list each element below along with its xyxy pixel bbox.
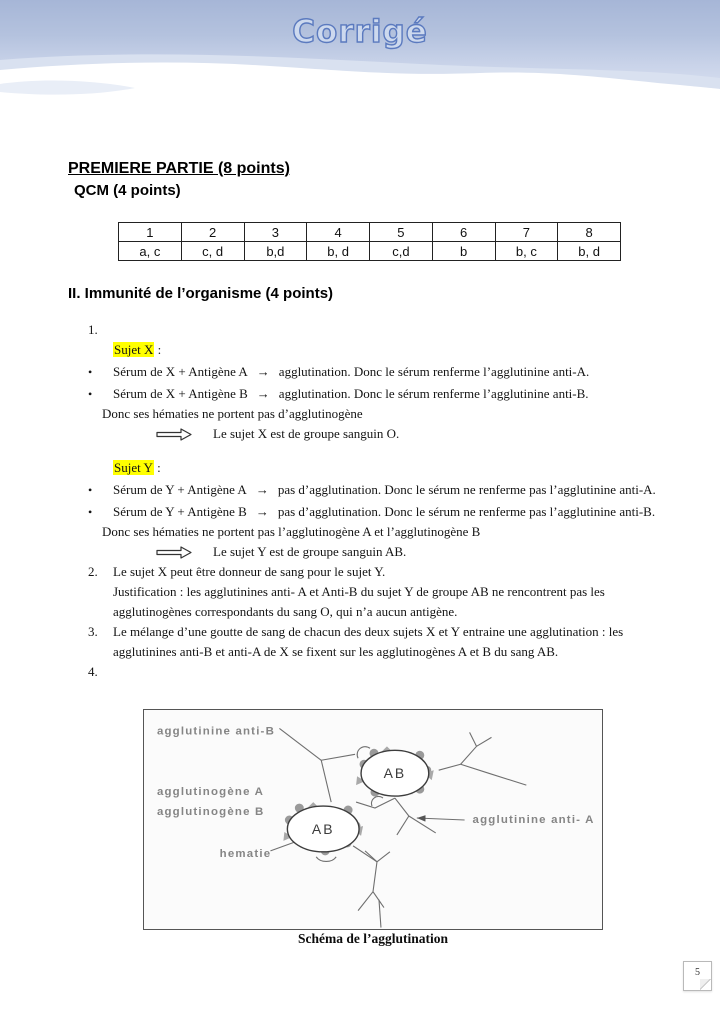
label-agglutinine-anti-a: agglutinine anti- A	[472, 813, 595, 826]
agglutination-diagram	[143, 709, 603, 930]
page-number-badge	[683, 961, 712, 991]
cell-label-ab-bottom: AB	[311, 820, 335, 837]
list-item-3	[88, 622, 680, 662]
bullet-text-pre: Sérum de X + Antigène A	[113, 364, 248, 379]
bullet-text-post: pas d’agglutination. Donc le sérum ne renferme pas l’agglutinine anti-B.	[277, 504, 656, 519]
bullet-text	[113, 362, 680, 382]
agglutination-diagram-figure	[144, 710, 602, 929]
sujet-y-conclusion	[155, 542, 680, 562]
qcm-answer-cell: b	[432, 242, 495, 261]
conclusion-text: Le sujet X est de groupe sanguin O.	[213, 426, 400, 441]
item-number: 4.	[88, 664, 98, 679]
qcm-answer-cell: b, d	[307, 242, 370, 261]
right-arrow-icon: →	[255, 504, 269, 519]
qcm-header-row	[119, 223, 621, 242]
double-arrow-icon	[155, 546, 193, 559]
sujet-x-conclusion	[155, 424, 680, 444]
bullet-text-post: pas d’agglutination. Donc le sérum ne renferme pas l’agglutinine anti-A.	[277, 482, 656, 497]
cell-label-ab-top: AB	[383, 765, 407, 782]
qcm-answer-cell: a, c	[119, 242, 182, 261]
diagram-caption: Schéma de l’agglutination	[297, 931, 448, 946]
bullet-text	[113, 502, 680, 522]
red-cell-top	[356, 746, 434, 796]
qcm-col-header: 4	[307, 223, 370, 242]
bullet-text	[113, 384, 680, 404]
red-cell-bottom	[283, 802, 363, 855]
item-2-justification: Justification : les agglutinines anti- A et Anti-B du sujet Y de groupe AB ne rencontrent pas les agglutinogènes correspondants du sang O, qui n’a aucun antigène.	[113, 584, 605, 619]
item-number: 3.	[88, 624, 98, 639]
qcm-col-header: 2	[181, 223, 244, 242]
qcm-answer-cell: c,d	[370, 242, 433, 261]
bullet-icon: •	[88, 505, 93, 519]
qcm-col-header: 8	[558, 223, 621, 242]
bullet-text-post: agglutination. Donc le sérum renferme l’agglutinine anti-A.	[278, 364, 590, 379]
sujet-x-colon: :	[154, 342, 162, 357]
bullet-icon: •	[88, 387, 93, 401]
sujet-x-bullet-2	[88, 384, 680, 404]
bullet-text-pre: Sérum de Y + Antigène A	[113, 482, 247, 497]
bullet-text-pre: Sérum de Y + Antigène B	[113, 504, 247, 519]
bullet-icon: •	[88, 365, 93, 379]
part1-heading-text: PREMIERE PARTIE (8 points)	[68, 160, 290, 177]
item-number: 1.	[88, 322, 98, 337]
qcm-col-header: 6	[432, 223, 495, 242]
list-item-2	[88, 562, 680, 622]
conclusion-text: Le sujet Y est de groupe sanguin AB.	[213, 544, 407, 559]
banner-title: Corrigé	[292, 14, 428, 50]
list-item-1	[88, 320, 680, 340]
list-item-4	[88, 662, 680, 682]
item-2-text	[113, 562, 680, 622]
label-agglutinogene-a: agglutinogène A	[156, 786, 265, 799]
sujet-y-bullet-1	[88, 480, 680, 500]
qcm-col-header: 3	[244, 223, 307, 242]
qcm-col-header: 1	[119, 223, 182, 242]
sujet-x-note: Donc ses hématies ne portent pas d’agglutinogène	[102, 406, 363, 421]
banner-wave-decoration	[0, 40, 720, 100]
sujet-x-bullet-1	[88, 362, 680, 382]
page-number: 5	[695, 967, 700, 978]
double-arrow-icon	[155, 428, 193, 441]
qcm-col-header: 5	[370, 223, 433, 242]
qcm-answer-cell: b,d	[244, 242, 307, 261]
sujet-y-highlight: Sujet Y	[114, 460, 153, 475]
right-arrow-icon: →	[256, 386, 270, 401]
part1-heading	[68, 160, 290, 178]
item-3-text: Le mélange d’une goutte de sang de chacun des deux sujets X et Y entraine une agglutination : les agglutinines anti-B et anti-A de X se fixent sur les agglutinogènes A et B du sang AB.	[113, 624, 624, 659]
qcm-heading: QCM (4 points)	[74, 182, 181, 199]
item-2-statement: Le sujet X peut être donneur de sang pour le sujet Y.	[113, 564, 386, 579]
qcm-answer-cell: b, c	[495, 242, 558, 261]
qcm-answer-cell: b, d	[558, 242, 621, 261]
right-arrow-icon: →	[256, 364, 270, 379]
bullet-icon: •	[88, 483, 93, 497]
answer-content	[88, 320, 680, 682]
bullet-text-post: agglutination. Donc le sérum renferme l’agglutinine anti-B.	[278, 386, 589, 401]
qcm-col-header: 7	[495, 223, 558, 242]
page-banner	[0, 0, 720, 100]
label-agglutinogene-b: agglutinogène B	[156, 806, 265, 819]
bullet-text	[113, 480, 680, 500]
right-arrow-icon: →	[255, 482, 269, 497]
qcm-answer-cell: c, d	[181, 242, 244, 261]
sujet-y-colon: :	[153, 460, 161, 475]
qcm-answers-table	[118, 222, 621, 261]
sujet-y-note: Donc ses hématies ne portent pas l’agglutinogène A et l’agglutinogène B	[102, 524, 481, 539]
bullet-text-pre: Sérum de X + Antigène B	[113, 386, 248, 401]
sujet-y-bullet-2	[88, 502, 680, 522]
part2-heading: II. Immunité de l’organisme (4 points)	[68, 285, 334, 302]
sujet-x-line	[113, 340, 680, 360]
label-hematie: hematie	[219, 847, 272, 860]
sujet-y-line	[113, 458, 680, 478]
folded-corner-decoration	[700, 979, 711, 990]
item-number: 2.	[88, 564, 98, 579]
qcm-answer-row	[119, 242, 621, 261]
sujet-x-highlight: Sujet X	[114, 342, 154, 357]
label-agglutinine-anti-b: agglutinine anti-B	[156, 725, 276, 738]
